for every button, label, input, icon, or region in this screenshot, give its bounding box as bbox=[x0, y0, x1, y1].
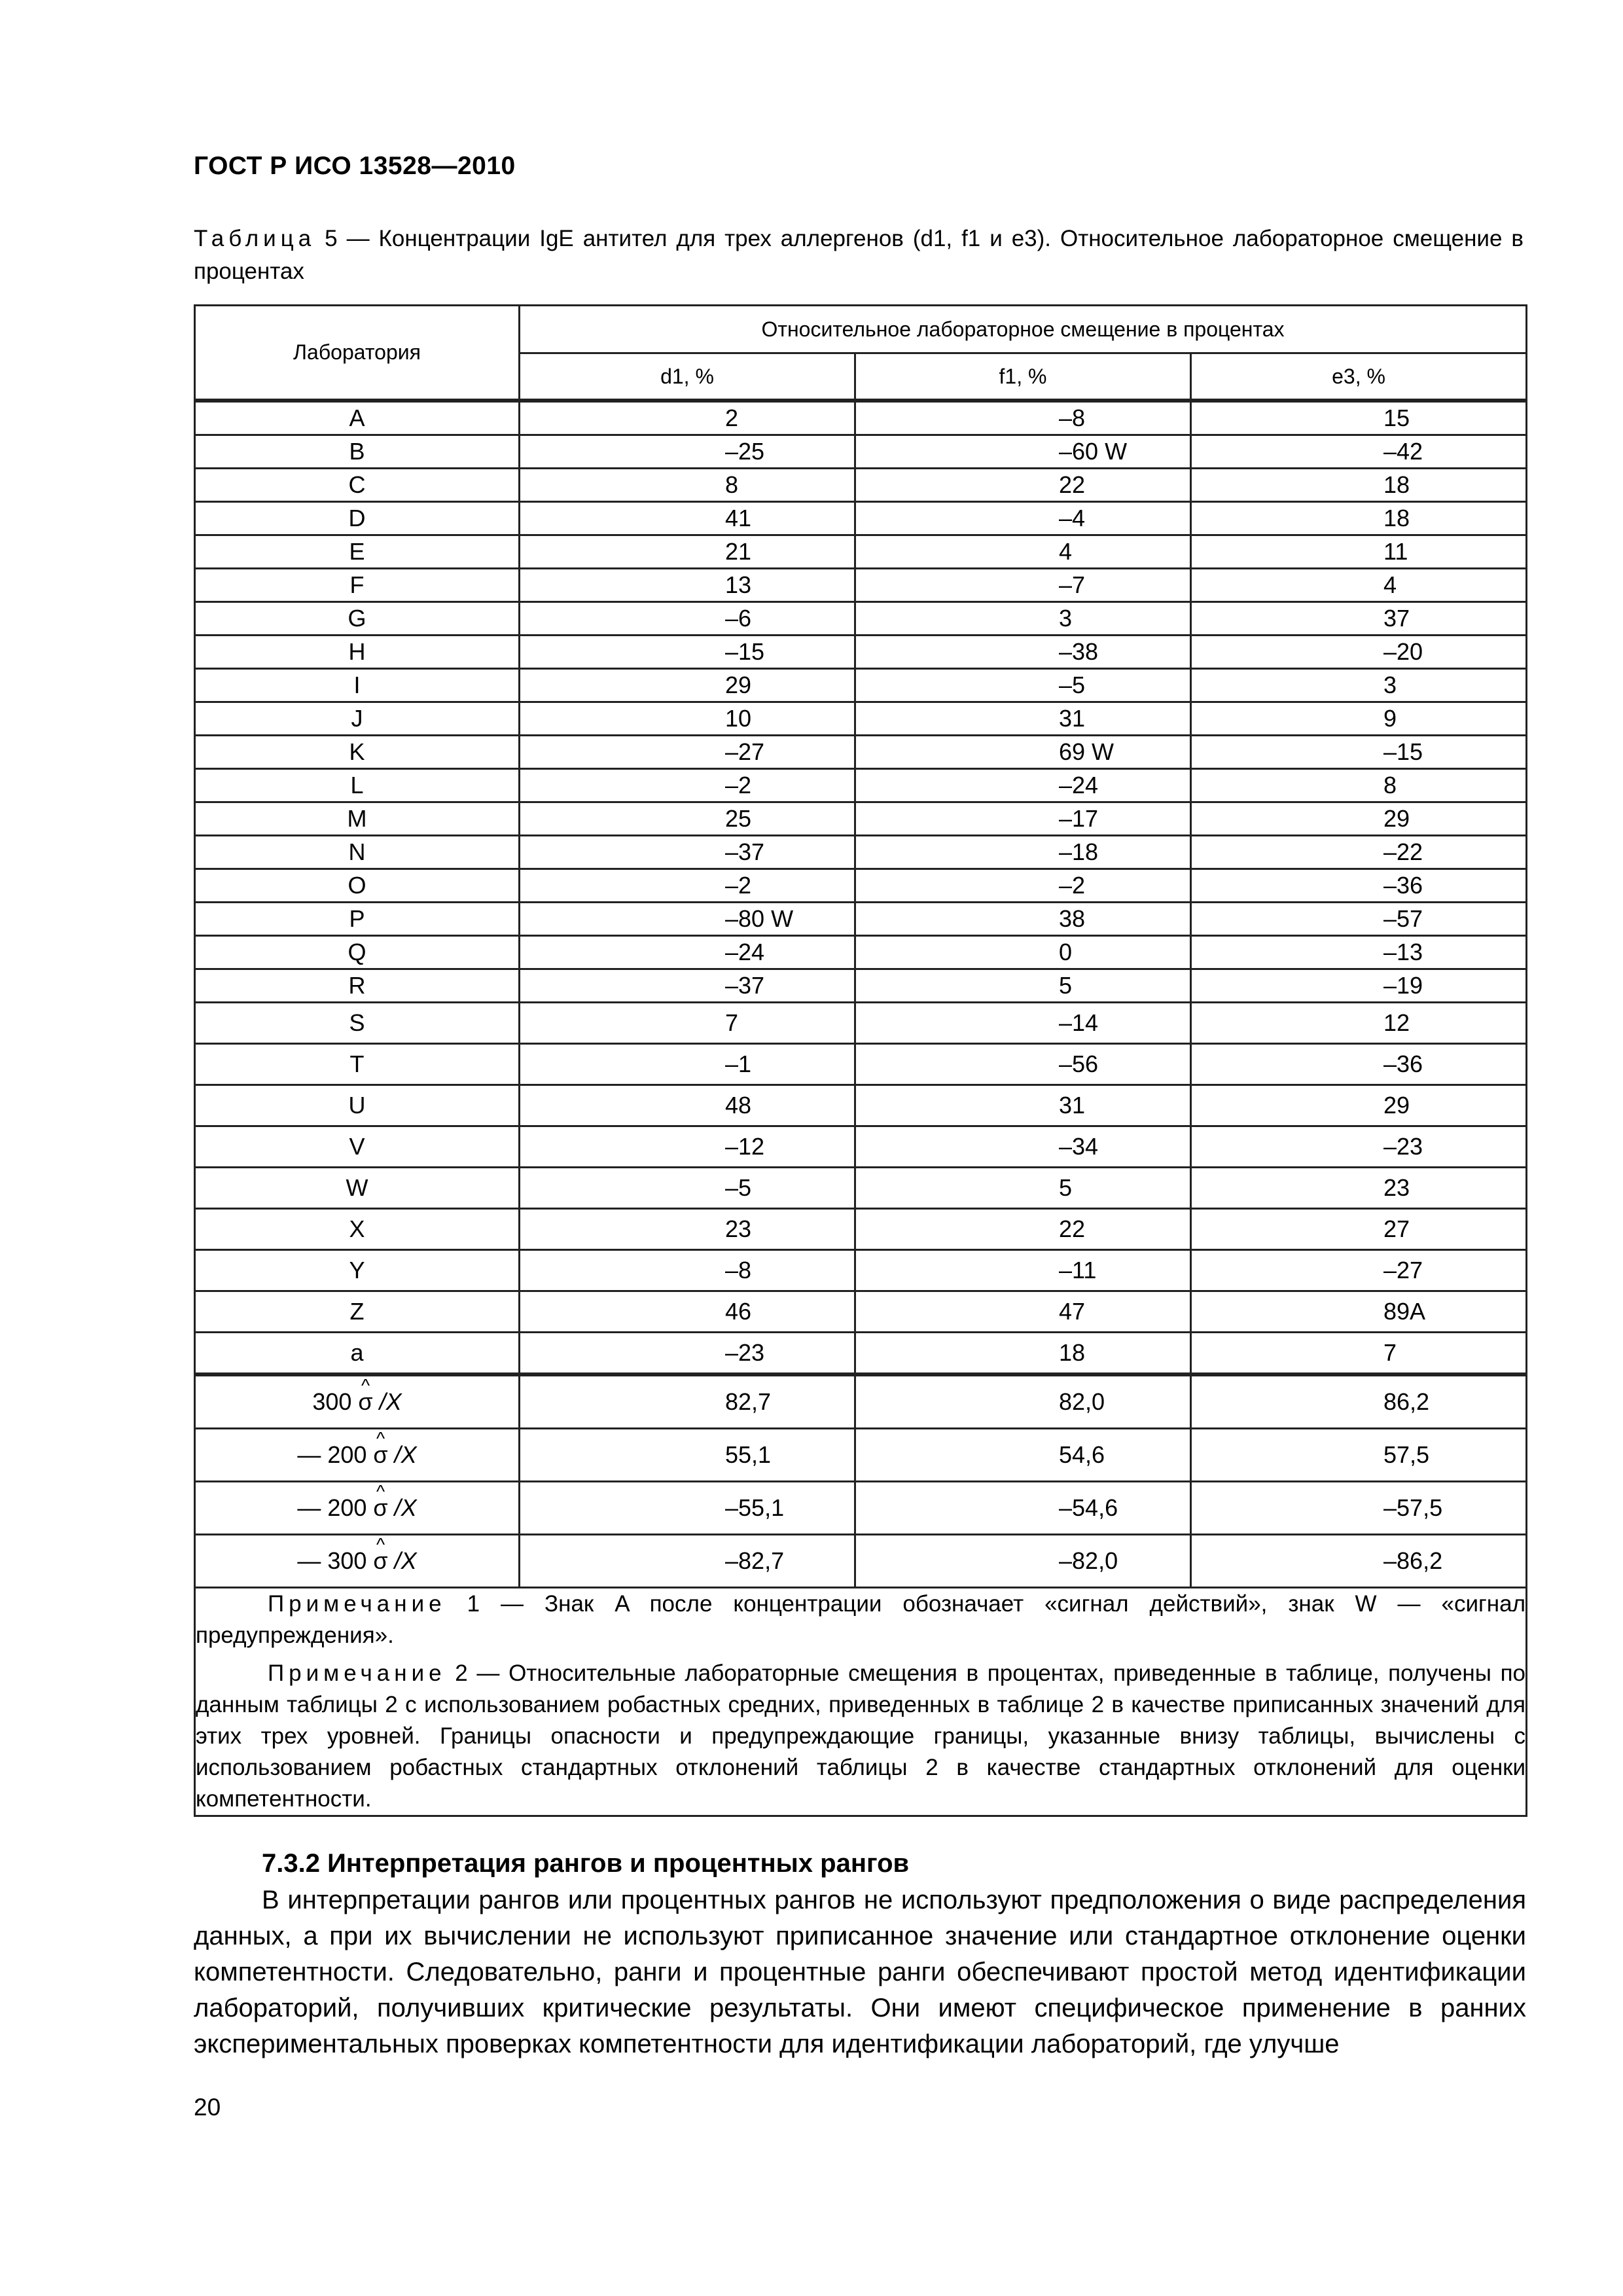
cell-value: 37 bbox=[1191, 602, 1527, 636]
cell-value: 21 bbox=[520, 535, 855, 569]
cell-value: 3 bbox=[1191, 669, 1527, 702]
cell-value: –1 bbox=[520, 1044, 855, 1085]
table-row bbox=[195, 569, 1527, 602]
cell-limit-value: –57,5 bbox=[1191, 1482, 1527, 1535]
cell-value: –36 bbox=[1191, 869, 1527, 903]
table-row bbox=[195, 1085, 1527, 1126]
cell-laboratory: X bbox=[195, 1209, 520, 1250]
cell-value: 48 bbox=[520, 1085, 855, 1126]
cell-value: –15 bbox=[1191, 736, 1527, 769]
cell-value: –36 bbox=[1191, 1044, 1527, 1085]
cell-value: –6 bbox=[520, 602, 855, 636]
cell-value: 47 bbox=[855, 1291, 1191, 1333]
cell-value: 22 bbox=[855, 1209, 1191, 1250]
table-row bbox=[195, 969, 1527, 1003]
cell-value: –15 bbox=[520, 636, 855, 669]
cell-laboratory: T bbox=[195, 1044, 520, 1085]
cell-value: 29 bbox=[1191, 1085, 1527, 1126]
cell-laboratory: B bbox=[195, 435, 520, 469]
cell-value: 9 bbox=[1191, 702, 1527, 736]
cell-value: –5 bbox=[855, 669, 1191, 702]
cell-limit-label: — 200 ^ σ /X bbox=[195, 1482, 520, 1535]
table-row bbox=[195, 836, 1527, 869]
cell-value: 23 bbox=[1191, 1168, 1527, 1209]
cell-value: –23 bbox=[1191, 1126, 1527, 1168]
table-notes bbox=[195, 1588, 1527, 1816]
cell-value: 8 bbox=[1191, 769, 1527, 802]
limit-row bbox=[195, 1374, 1527, 1429]
cell-laboratory: L bbox=[195, 769, 520, 802]
cell-value: –42 bbox=[1191, 435, 1527, 469]
cell-value: 29 bbox=[1191, 802, 1527, 836]
cell-value: –60 W bbox=[855, 435, 1191, 469]
cell-value: –8 bbox=[855, 401, 1191, 435]
cell-value: –7 bbox=[855, 569, 1191, 602]
cell-value: 10 bbox=[520, 702, 855, 736]
cell-value: –18 bbox=[855, 836, 1191, 869]
cell-value: –11 bbox=[855, 1250, 1191, 1291]
cell-value: –22 bbox=[1191, 836, 1527, 869]
table-row bbox=[195, 1126, 1527, 1168]
cell-limit-value: –86,2 bbox=[1191, 1535, 1527, 1588]
header-f1: f1, % bbox=[855, 353, 1191, 401]
cell-value: –34 bbox=[855, 1126, 1191, 1168]
header-bias-group: Относительное лабораторное смещение в процентах bbox=[520, 306, 1527, 353]
table-row bbox=[195, 1291, 1527, 1333]
note-1: Примечание 1 — Знак A после концентрации обозначает «сигнал действий», знак W — «сигнал предупреждения». bbox=[196, 1591, 1526, 1648]
cell-limit-value: –54,6 bbox=[855, 1482, 1191, 1535]
table-row bbox=[195, 1333, 1527, 1375]
cell-value: 31 bbox=[855, 1085, 1191, 1126]
table-caption bbox=[194, 223, 1524, 288]
cell-limit-label: — 300 ^ σ /X bbox=[195, 1535, 520, 1588]
cell-value: –38 bbox=[855, 636, 1191, 669]
cell-value: –27 bbox=[520, 736, 855, 769]
cell-laboratory: Z bbox=[195, 1291, 520, 1333]
cell-laboratory: U bbox=[195, 1085, 520, 1126]
cell-value: –56 bbox=[855, 1044, 1191, 1085]
cell-laboratory: C bbox=[195, 469, 520, 502]
table-row bbox=[195, 869, 1527, 903]
header-e3: e3, % bbox=[1191, 353, 1527, 401]
table-row bbox=[195, 1209, 1527, 1250]
cell-value: –37 bbox=[520, 836, 855, 869]
cell-laboratory: F bbox=[195, 569, 520, 602]
cell-value: –2 bbox=[855, 869, 1191, 903]
cell-laboratory: Y bbox=[195, 1250, 520, 1291]
cell-value: –17 bbox=[855, 802, 1191, 836]
table-row bbox=[195, 769, 1527, 802]
table-row bbox=[195, 1250, 1527, 1291]
cell-limit-value: 82,0 bbox=[855, 1374, 1191, 1429]
cell-value: 12 bbox=[1191, 1003, 1527, 1044]
cell-value: –25 bbox=[520, 435, 855, 469]
cell-value: 3 bbox=[855, 602, 1191, 636]
cell-laboratory: G bbox=[195, 602, 520, 636]
cell-value: –12 bbox=[520, 1126, 855, 1168]
cell-value: 27 bbox=[1191, 1209, 1527, 1250]
cell-value: –4 bbox=[855, 502, 1191, 535]
cell-value: 22 bbox=[855, 469, 1191, 502]
cell-laboratory: I bbox=[195, 669, 520, 702]
cell-value: –24 bbox=[855, 769, 1191, 802]
cell-limit-value: 82,7 bbox=[520, 1374, 855, 1429]
document-code: ГОСТ Р ИСО 13528—2010 bbox=[194, 152, 516, 180]
sigma-hat-symbol: ^ σ bbox=[373, 1441, 387, 1469]
sigma-hat-symbol: ^ σ bbox=[373, 1547, 387, 1575]
table-row bbox=[195, 1044, 1527, 1085]
cell-limit-value: –55,1 bbox=[520, 1482, 855, 1535]
cell-laboratory: K bbox=[195, 736, 520, 769]
cell-value: 5 bbox=[855, 969, 1191, 1003]
cell-limit-value: 55,1 bbox=[520, 1429, 855, 1482]
cell-laboratory: M bbox=[195, 802, 520, 836]
cell-laboratory: a bbox=[195, 1333, 520, 1375]
cell-value: 18 bbox=[855, 1333, 1191, 1375]
cell-laboratory: P bbox=[195, 903, 520, 936]
cell-value: –13 bbox=[1191, 936, 1527, 969]
cell-value: –57 bbox=[1191, 903, 1527, 936]
cell-limit-value: –82,7 bbox=[520, 1535, 855, 1588]
cell-value: –24 bbox=[520, 936, 855, 969]
cell-laboratory: O bbox=[195, 869, 520, 903]
table-row bbox=[195, 469, 1527, 502]
cell-value: –5 bbox=[520, 1168, 855, 1209]
cell-value: 7 bbox=[1191, 1333, 1527, 1375]
cell-laboratory: E bbox=[195, 535, 520, 569]
table-row bbox=[195, 702, 1527, 736]
table-row bbox=[195, 535, 1527, 569]
cell-limit-value: 54,6 bbox=[855, 1429, 1191, 1482]
table-row bbox=[195, 936, 1527, 969]
cell-value: 38 bbox=[855, 903, 1191, 936]
table-row bbox=[195, 435, 1527, 469]
cell-laboratory: Q bbox=[195, 936, 520, 969]
section-paragraph: В интерпретации рангов или процентных рангов не используют предположения о виде распределения данных, а при их вычислении не используют приписанное значение или стандартное отклонение оценки компетентности. Следовательно, ранги и процентные ранги обеспечивают простой метод идентификации лабораторий, получивших критические результаты. Они имеют специфическое применение в ранних экспериментальных проверках компетентности для идентификации лабораторий, где улучше bbox=[194, 1886, 1526, 2058]
cell-value: 2 bbox=[520, 401, 855, 435]
cell-value: –19 bbox=[1191, 969, 1527, 1003]
cell-limit-value: –82,0 bbox=[855, 1535, 1191, 1588]
limit-row bbox=[195, 1429, 1527, 1482]
cell-value: –80 W bbox=[520, 903, 855, 936]
table-row bbox=[195, 736, 1527, 769]
cell-laboratory: J bbox=[195, 702, 520, 736]
cell-limit-value: 86,2 bbox=[1191, 1374, 1527, 1429]
cell-value: –2 bbox=[520, 869, 855, 903]
cell-value: 23 bbox=[520, 1209, 855, 1250]
cell-value: 4 bbox=[1191, 569, 1527, 602]
note-2: Примечание 2 — Относительные лабораторные смещения в процентах, приведенные в таблице, получены по данным таблицы 2 с использованием робастных средних, приведенных в таблице 2 в качестве приписанных значений для этих трех уровней. Границы опасности и предупреждающие границы, указанные внизу таблицы, вычислены с использованием робастных стандартных отклонений таблицы 2 в качестве стандартных отклонений для оценки компетентности. bbox=[196, 1660, 1526, 1812]
cell-limit-label: 300 ^ σ /X bbox=[195, 1374, 520, 1429]
cell-value: 13 bbox=[520, 569, 855, 602]
limit-row bbox=[195, 1535, 1527, 1588]
table-row bbox=[195, 903, 1527, 936]
cell-limit-value: 57,5 bbox=[1191, 1429, 1527, 1482]
sigma-hat-symbol: ^ σ bbox=[373, 1494, 387, 1522]
cell-value: –27 bbox=[1191, 1250, 1527, 1291]
table-row bbox=[195, 1003, 1527, 1044]
cell-value: 89A bbox=[1191, 1291, 1527, 1333]
table-row bbox=[195, 502, 1527, 535]
cell-value: 11 bbox=[1191, 535, 1527, 569]
cell-value: –2 bbox=[520, 769, 855, 802]
cell-value: –14 bbox=[855, 1003, 1191, 1044]
header-d1: d1, % bbox=[520, 353, 855, 401]
table-row bbox=[195, 401, 1527, 435]
table-row bbox=[195, 802, 1527, 836]
cell-value: –37 bbox=[520, 969, 855, 1003]
cell-laboratory: H bbox=[195, 636, 520, 669]
cell-value: 41 bbox=[520, 502, 855, 535]
table-caption-text: 5 — Концентрации IgE антител для трех аллергенов (d1, f1 и e3). Относительное лабораторное смещение в процентах bbox=[194, 226, 1524, 284]
table-row bbox=[195, 669, 1527, 702]
section-title: 7.3.2 Интерпретация рангов и процентных рангов bbox=[262, 1849, 910, 1878]
cell-laboratory: N bbox=[195, 836, 520, 869]
cell-value: 5 bbox=[855, 1168, 1191, 1209]
cell-value: 46 bbox=[520, 1291, 855, 1333]
table-caption-label: Таблица bbox=[194, 226, 316, 251]
sigma-hat-symbol: ^ σ bbox=[358, 1388, 372, 1416]
cell-value: 4 bbox=[855, 535, 1191, 569]
cell-value: 18 bbox=[1191, 502, 1527, 535]
table-row bbox=[195, 636, 1527, 669]
limit-row bbox=[195, 1482, 1527, 1535]
cell-value: 29 bbox=[520, 669, 855, 702]
cell-value: –8 bbox=[520, 1250, 855, 1291]
cell-laboratory: A bbox=[195, 401, 520, 435]
cell-value: 8 bbox=[520, 469, 855, 502]
cell-value: –20 bbox=[1191, 636, 1527, 669]
cell-value: 15 bbox=[1191, 401, 1527, 435]
cell-laboratory: V bbox=[195, 1126, 520, 1168]
cell-value: 25 bbox=[520, 802, 855, 836]
cell-value: 0 bbox=[855, 936, 1191, 969]
cell-value: 69 W bbox=[855, 736, 1191, 769]
table-row bbox=[195, 1168, 1527, 1209]
cell-laboratory: R bbox=[195, 969, 520, 1003]
cell-value: –23 bbox=[520, 1333, 855, 1375]
bias-table bbox=[194, 304, 1527, 1817]
table-row bbox=[195, 602, 1527, 636]
cell-laboratory: W bbox=[195, 1168, 520, 1209]
header-laboratory: Лаборатория bbox=[195, 306, 520, 401]
cell-laboratory: S bbox=[195, 1003, 520, 1044]
cell-limit-label: — 200 ^ σ /X bbox=[195, 1429, 520, 1482]
page-number: 20 bbox=[194, 2094, 221, 2121]
cell-laboratory: D bbox=[195, 502, 520, 535]
cell-value: 7 bbox=[520, 1003, 855, 1044]
cell-value: 18 bbox=[1191, 469, 1527, 502]
cell-value: 31 bbox=[855, 702, 1191, 736]
